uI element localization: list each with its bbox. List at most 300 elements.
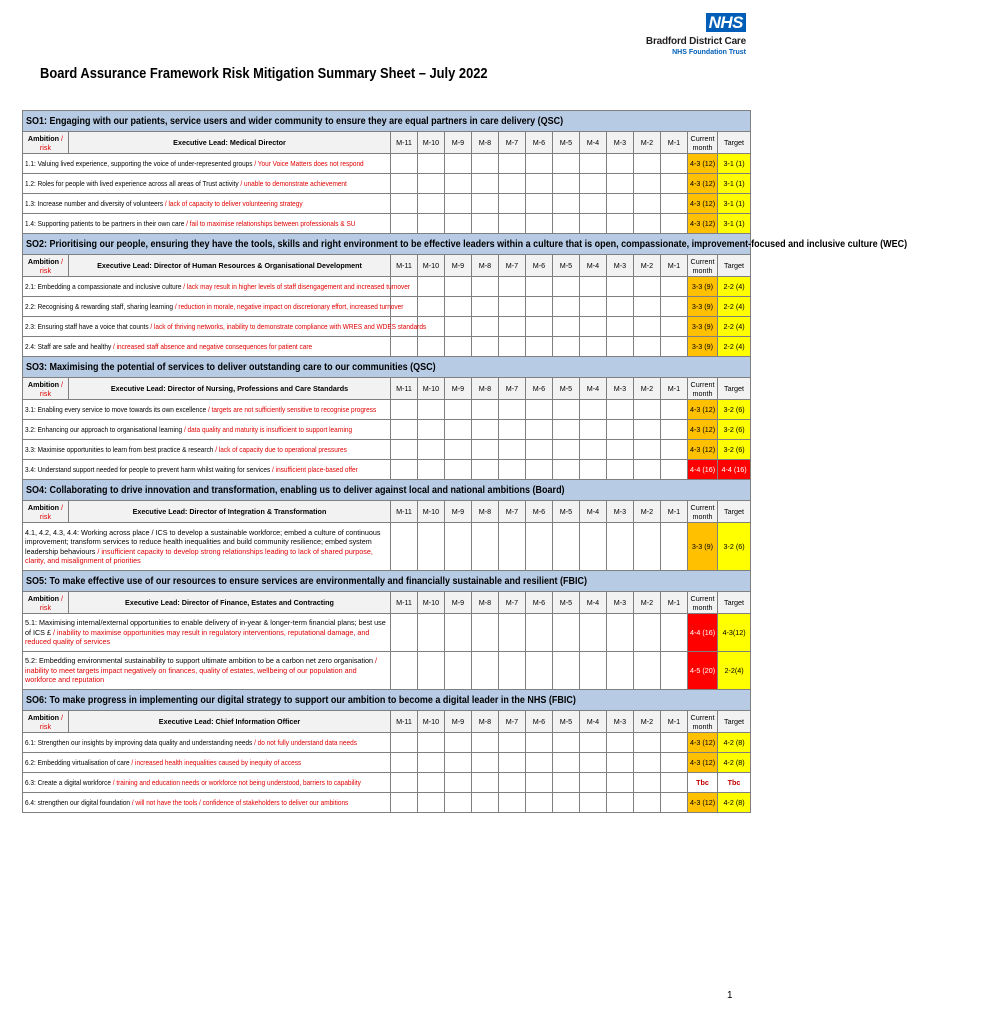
target-score: 3-2 (6) (718, 400, 751, 420)
ambition-risk-header (23, 592, 69, 614)
ambition-cell (23, 214, 391, 234)
month-header: M-11 (391, 592, 418, 614)
current-month-score: 4-4 (16) (688, 460, 718, 480)
month-cell (391, 753, 418, 773)
section-heading-text: SO5: To make effective use of our resources to ensure services are environmentally and financially sustainable and resilient (FBIC) (26, 575, 588, 587)
month-cell (661, 297, 688, 317)
section-heading-row (23, 571, 751, 592)
section-heading (23, 234, 908, 255)
current-month-score: 4-3 (12) (688, 154, 718, 174)
month-cell (580, 400, 607, 420)
month-cell (499, 614, 526, 652)
month-header: M-7 (499, 255, 526, 277)
executive-lead: Executive Lead: Medical Director (69, 132, 391, 154)
month-header: M-8 (472, 501, 499, 523)
month-header: M-4 (580, 592, 607, 614)
month-cell (418, 733, 445, 753)
month-cell (580, 420, 607, 440)
nhs-trust-name: NHS Foundation Trust (672, 49, 746, 56)
month-cell (634, 460, 661, 480)
month-cell (391, 194, 418, 214)
month-cell (418, 154, 445, 174)
month-cell (472, 733, 499, 753)
risk-label: / risk (39, 256, 64, 275)
month-cell (418, 773, 445, 793)
month-cell (445, 614, 472, 652)
month-header: M-9 (445, 592, 472, 614)
current-month-score: 4-4 (16) (688, 614, 718, 652)
ambition-content (25, 302, 403, 311)
month-cell (499, 440, 526, 460)
month-cell (499, 174, 526, 194)
month-cell (607, 614, 634, 652)
target-score: 4-2 (8) (718, 753, 751, 773)
month-cell (472, 194, 499, 214)
month-cell (634, 753, 661, 773)
target-header: Target (718, 378, 751, 400)
current-month-score: 4-3 (12) (688, 420, 718, 440)
month-cell (553, 523, 580, 571)
ambition-row (23, 277, 751, 297)
ambition-text: 2.4: Staff are safe and healthy (25, 342, 112, 351)
ambition-content (25, 219, 355, 228)
month-cell (553, 154, 580, 174)
ambition-text: 4.1, 4.2, 4.3, 4.4: Working across place / ICS to develop a sustainable workforce; embed a culture of continuous improvement; transform services to reduce health inequalities and build community resilience; embed system leadership behaviours (25, 527, 381, 556)
ambition-row (23, 400, 751, 420)
month-header: M-9 (445, 255, 472, 277)
month-header: M-9 (445, 132, 472, 154)
month-header: M-1 (661, 255, 688, 277)
month-cell (418, 400, 445, 420)
ambition-cell (23, 523, 391, 571)
ambition-row (23, 523, 751, 571)
month-header: M-1 (661, 132, 688, 154)
current-month-score: 3-3 (9) (688, 317, 718, 337)
target-score: 3-2 (6) (718, 440, 751, 460)
month-cell (391, 793, 418, 813)
month-cell (391, 440, 418, 460)
current-month-score: 4-3 (12) (688, 753, 718, 773)
month-cell (499, 277, 526, 297)
month-cell (391, 614, 418, 652)
ambition-content (25, 322, 426, 331)
month-cell (580, 154, 607, 174)
current-month-score: 4-3 (12) (688, 440, 718, 460)
risk-text: / will not have the tools / confidence of stakeholders to deliver our ambitions (130, 798, 349, 807)
month-cell (607, 154, 634, 174)
ambition-row (23, 297, 751, 317)
month-header: M-11 (391, 711, 418, 733)
month-cell (418, 214, 445, 234)
ambition-text: 5.1: Maximising internal/external opportunities to enable delivery of in-year & longer-term financial plans; best use of ICS £ (25, 618, 386, 637)
month-cell (391, 400, 418, 420)
risk-text: / do not fully understand data needs (252, 738, 357, 747)
ambition-risk-header (23, 711, 69, 733)
ambition-cell (23, 194, 391, 214)
month-header: M-4 (580, 132, 607, 154)
target-header: Target (718, 501, 751, 523)
ambition-text: 1.4: Supporting patients to be partners in their own care (25, 219, 185, 228)
ambition-text: 1.3: Increase number and diversity of volunteers (25, 199, 164, 208)
ambition-text: 3.4: Understand support needed for people to prevent harm whilst waiting for services (25, 465, 271, 474)
month-cell (418, 194, 445, 214)
risk-text: / lack of capacity due to operational pressures (213, 445, 347, 454)
month-cell (634, 214, 661, 234)
ambition-cell (23, 400, 391, 420)
month-cell (472, 460, 499, 480)
month-cell (472, 793, 499, 813)
month-header: M-4 (580, 711, 607, 733)
month-cell (607, 174, 634, 194)
month-header: M-6 (526, 255, 553, 277)
month-cell (553, 753, 580, 773)
month-header: M-7 (499, 711, 526, 733)
month-header: M-6 (526, 378, 553, 400)
ambition-label: Ambition (27, 379, 60, 389)
month-cell (607, 753, 634, 773)
month-header: M-3 (607, 711, 634, 733)
section-heading (23, 357, 751, 378)
section-heading-text: SO4: Collaborating to drive innovation and transformation, enabling us to deliver against local and national ambitions (Board) (26, 484, 565, 496)
month-cell (661, 174, 688, 194)
ambition-cell (23, 317, 427, 337)
month-header: M-11 (391, 501, 418, 523)
target-score: 2-2 (4) (718, 297, 751, 317)
ambition-cell (23, 420, 391, 440)
month-cell (661, 460, 688, 480)
risk-text: / increased health inequalities caused by inequity of access (129, 758, 302, 767)
section-heading-text: SO2: Prioritising our people, ensuring they have the tools, skills and right environment to be effective leaders within a culture that is open, compassionate, improvement-focused and inclusive culture (WEC) (26, 238, 908, 250)
month-cell (499, 297, 526, 317)
ambition-content (25, 465, 358, 474)
month-cell (526, 400, 553, 420)
month-cell (607, 400, 634, 420)
page-number: 1 (727, 990, 733, 1001)
current-month-score: 3-3 (9) (688, 297, 718, 317)
ambition-risk-header (23, 378, 69, 400)
month-cell (661, 523, 688, 571)
month-cell (580, 174, 607, 194)
month-cell (661, 652, 688, 690)
month-cell (526, 793, 553, 813)
target-score: 4-2 (8) (718, 793, 751, 813)
ambition-label: Ambition (27, 593, 60, 603)
month-cell (526, 523, 553, 571)
month-header: M-8 (472, 255, 499, 277)
risk-text: / increased staff absence and negative consequences for patient care (111, 342, 313, 351)
risk-summary-table (22, 110, 908, 813)
month-cell (526, 174, 553, 194)
current-month-header: Current month (688, 255, 718, 277)
month-cell (499, 154, 526, 174)
target-score: 4-3(12) (718, 614, 751, 652)
executive-lead: Executive Lead: Chief Information Officer (69, 711, 391, 733)
month-cell (445, 317, 472, 337)
month-cell (580, 297, 607, 317)
month-cell (472, 400, 499, 420)
month-header: M-10 (418, 378, 445, 400)
section-heading-row (23, 480, 751, 501)
month-cell (418, 174, 445, 194)
risk-label: / risk (39, 502, 64, 521)
month-cell (472, 652, 499, 690)
ambition-row (23, 773, 751, 793)
ambition-cell (23, 460, 391, 480)
month-header: M-1 (661, 378, 688, 400)
month-cell (391, 773, 418, 793)
ambition-content (25, 199, 303, 208)
month-cell (445, 214, 472, 234)
ambition-content (25, 282, 410, 291)
ambition-text: 6.1: Strengthen our insights by improving data quality and understanding needs (25, 738, 253, 747)
month-cell (607, 773, 634, 793)
ambition-cell (23, 440, 391, 460)
month-cell (634, 614, 661, 652)
month-cell (526, 733, 553, 753)
ambition-content (25, 425, 352, 434)
ambition-cell (23, 174, 391, 194)
current-month-header: Current month (688, 378, 718, 400)
month-cell (634, 277, 661, 297)
month-cell (580, 194, 607, 214)
month-cell (499, 652, 526, 690)
risk-text: / lack of thriving networks, inability to demonstrate compliance with WRES and WDES standards (148, 322, 427, 331)
month-header: M-4 (580, 255, 607, 277)
month-cell (391, 733, 418, 753)
month-cell (553, 214, 580, 234)
ambition-text: 1.2: Roles for people with lived experience across all areas of Trust activity (25, 179, 239, 188)
month-cell (391, 174, 418, 194)
month-cell (553, 194, 580, 214)
month-cell (661, 614, 688, 652)
target-score: 3-1 (1) (718, 174, 751, 194)
month-cell (553, 614, 580, 652)
ambition-cell (23, 733, 391, 753)
month-cell (634, 337, 661, 357)
risk-label: / risk (39, 593, 64, 612)
ambition-row (23, 440, 751, 460)
month-header: M-2 (634, 592, 661, 614)
month-cell (472, 773, 499, 793)
month-header: M-10 (418, 501, 445, 523)
month-cell (634, 440, 661, 460)
month-cell (391, 154, 418, 174)
target-score: Tbc (718, 773, 751, 793)
month-cell (499, 733, 526, 753)
month-cell (526, 277, 553, 297)
month-cell (607, 214, 634, 234)
month-header: M-11 (391, 255, 418, 277)
month-header: M-2 (634, 501, 661, 523)
current-month-score: 4-3 (12) (688, 194, 718, 214)
month-cell (580, 773, 607, 793)
current-month-score: 3-3 (9) (688, 277, 718, 297)
month-cell (607, 652, 634, 690)
month-cell (580, 614, 607, 652)
current-month-score: 3-3 (9) (688, 337, 718, 357)
column-header-row (23, 255, 751, 277)
target-header: Target (718, 711, 751, 733)
risk-text: / training and education needs or workforce not being understood, barriers to capability (110, 778, 361, 787)
month-cell (661, 154, 688, 174)
ambition-text: 2.2: Recognising & rewarding staff, sharing learning (25, 302, 174, 311)
target-score: 3-2 (6) (718, 523, 751, 571)
month-cell (553, 337, 580, 357)
ambition-row (23, 460, 751, 480)
month-cell (445, 154, 472, 174)
month-cell (472, 154, 499, 174)
month-cell (418, 793, 445, 813)
column-header-row (23, 501, 751, 523)
executive-lead: Executive Lead: Director of Human Resources & Organisational Development (69, 255, 391, 277)
month-cell (661, 753, 688, 773)
month-cell (553, 174, 580, 194)
risk-text: / inability to maximise opportunities may result in regulatory interventions, reputational damage, and reduced quality of services (25, 627, 370, 647)
month-cell (499, 460, 526, 480)
ambition-cell (23, 773, 391, 793)
ambition-cell (23, 652, 391, 690)
month-cell (391, 652, 418, 690)
month-header: M-3 (607, 132, 634, 154)
month-cell (472, 297, 499, 317)
month-header: M-11 (391, 132, 418, 154)
month-cell (472, 440, 499, 460)
month-header: M-6 (526, 501, 553, 523)
section-heading (23, 111, 751, 132)
risk-label: / risk (39, 133, 64, 152)
month-cell (661, 773, 688, 793)
current-month-score: 4-3 (12) (688, 733, 718, 753)
month-cell (499, 337, 526, 357)
month-cell (634, 194, 661, 214)
month-cell (607, 297, 634, 317)
column-header-row (23, 711, 751, 733)
month-cell (526, 652, 553, 690)
ambition-row (23, 733, 751, 753)
month-cell (553, 793, 580, 813)
month-cell (445, 297, 472, 317)
month-cell (526, 753, 553, 773)
current-month-score: 4-3 (12) (688, 400, 718, 420)
ambition-row (23, 420, 751, 440)
month-cell (634, 297, 661, 317)
month-header: M-1 (661, 711, 688, 733)
executive-lead: Executive Lead: Director of Finance, Estates and Contracting (69, 592, 391, 614)
month-cell (499, 773, 526, 793)
month-cell (661, 214, 688, 234)
risk-label: / risk (39, 379, 64, 398)
month-cell (445, 440, 472, 460)
ambition-content (25, 179, 347, 188)
month-cell (634, 733, 661, 753)
nhs-org-name: Bradford District Care (645, 36, 746, 47)
executive-lead: Executive Lead: Director of Nursing, Professions and Care Standards (69, 378, 391, 400)
month-cell (607, 317, 634, 337)
month-cell (526, 337, 553, 357)
month-cell (661, 793, 688, 813)
month-cell (445, 733, 472, 753)
risk-text: / lack of capacity to deliver volunteering strategy (163, 199, 303, 208)
risk-text: / reduction in morale, negative impact on discretionary effort, increased turnover (173, 302, 404, 311)
ambition-cell (23, 793, 391, 813)
month-cell (634, 174, 661, 194)
ambition-content (25, 342, 312, 351)
risk-text: / Your Voice Matters does not respond (252, 159, 364, 168)
target-score: 2-2 (4) (718, 317, 751, 337)
month-header: M-9 (445, 378, 472, 400)
ambition-cell (23, 753, 391, 773)
month-header: M-1 (661, 592, 688, 614)
month-cell (418, 652, 445, 690)
ambition-text: 5.2: Embedding environmental sustainability to support ultimate ambition to be a carbon net zero organisation (25, 656, 374, 666)
month-cell (607, 194, 634, 214)
ambition-content (25, 159, 364, 168)
month-cell (526, 297, 553, 317)
target-header: Target (718, 592, 751, 614)
month-header: M-8 (472, 378, 499, 400)
document-title: Board Assurance Framework Risk Mitigation Summary Sheet – July 2022 (40, 65, 488, 82)
ambition-row (23, 154, 751, 174)
ambition-text: 6.3: Create a digital workforce (25, 778, 111, 787)
month-cell (607, 337, 634, 357)
month-header: M-10 (418, 255, 445, 277)
month-cell (553, 317, 580, 337)
ambition-content (25, 405, 376, 414)
month-header: M-3 (607, 255, 634, 277)
month-cell (418, 277, 445, 297)
section-heading-text: SO1: Engaging with our patients, service users and wider community to ensure they are equal partners in care delivery (QSC) (26, 115, 564, 127)
month-header: M-2 (634, 132, 661, 154)
month-header: M-5 (553, 132, 580, 154)
month-cell (580, 460, 607, 480)
month-cell (526, 214, 553, 234)
month-header: M-2 (634, 255, 661, 277)
month-header: M-10 (418, 132, 445, 154)
month-cell (607, 460, 634, 480)
month-cell (661, 194, 688, 214)
nhs-logo (646, 13, 746, 57)
ambition-text: 2.3: Ensuring staff have a voice that counts (25, 322, 149, 331)
month-cell (634, 793, 661, 813)
month-cell (472, 317, 499, 337)
current-month-header: Current month (688, 132, 718, 154)
target-score: 2-2 (4) (718, 277, 751, 297)
target-score: 3-2 (6) (718, 420, 751, 440)
current-month-header: Current month (688, 592, 718, 614)
section-heading-row (23, 690, 751, 711)
month-cell (526, 440, 553, 460)
month-cell (418, 420, 445, 440)
month-header: M-9 (445, 711, 472, 733)
month-cell (553, 460, 580, 480)
section-heading-text: SO3: Maximising the potential of services to deliver outstanding care to our communities (QSC) (26, 361, 436, 373)
month-cell (607, 277, 634, 297)
ambition-content (25, 618, 388, 647)
month-cell (445, 460, 472, 480)
ambition-row (23, 317, 751, 337)
month-cell (445, 337, 472, 357)
month-cell (553, 440, 580, 460)
month-cell (445, 773, 472, 793)
month-cell (499, 793, 526, 813)
current-month-score: Tbc (688, 773, 718, 793)
ambition-row (23, 753, 751, 773)
month-cell (472, 214, 499, 234)
month-cell (553, 652, 580, 690)
ambition-label: Ambition (27, 712, 60, 722)
column-header-row (23, 592, 751, 614)
month-cell (418, 614, 445, 652)
